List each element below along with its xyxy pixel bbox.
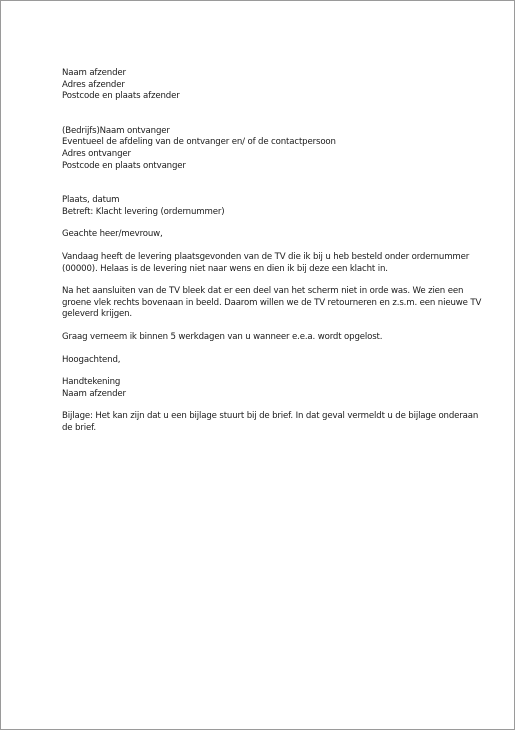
body-p1-line-1: Vandaag heeft de levering plaatsgevonden van de TV die ik bij u heb besteld onder ordernummer bbox=[62, 251, 470, 262]
body-paragraph-2 bbox=[62, 286, 482, 321]
signature-block bbox=[62, 377, 462, 400]
place-date: Plaats, datum bbox=[62, 195, 120, 206]
attachment-note bbox=[62, 411, 479, 434]
body-p2-line-1: Na het aansluiten van de TV bleek dat er een deel van het scherm niet in orde was. We zien een bbox=[62, 286, 464, 297]
closing: Hoogachtend, bbox=[62, 354, 121, 365]
recipient-address: Adres ontvanger bbox=[62, 148, 131, 159]
sender-postcode-city: Postcode en plaats afzender bbox=[62, 91, 180, 102]
body-p1-line-2: (00000). Helaas is de levering niet naar wens en dien ik bij deze een klacht in. bbox=[62, 263, 388, 274]
signature-label: Handtekening bbox=[62, 377, 121, 388]
body-paragraph-1 bbox=[62, 251, 470, 275]
salutation: Geachte heer/mevrouw, bbox=[62, 229, 163, 240]
body-paragraph-3: Graag verneem ik binnen 5 werkdagen van u wanneer e.e.a. wordt opgelost. bbox=[62, 331, 383, 342]
recipient-department: Eventueel de afdeling van de ontvanger en/ of de contactpersoon bbox=[62, 137, 336, 148]
sender-block bbox=[62, 68, 462, 103]
recipient-name: (Bedrijfs)Naam ontvanger bbox=[62, 125, 170, 136]
sender-address: Adres afzender bbox=[62, 79, 125, 90]
attachment-line-1: Bijlage: Het kan zijn dat u een bijlage stuurt bij de brief. In dat geval vermeldt u de bijlage onderaan bbox=[62, 411, 479, 422]
meta-block bbox=[62, 195, 462, 218]
body-p2-line-2: groene vlek rechts bovenaan in beeld. Daarom willen we de TV retourneren en z.s.m. een nieuwe TV bbox=[62, 297, 482, 308]
attachment-line-2: de brief. bbox=[62, 422, 96, 433]
subject-line: Betreft: Klacht levering (ordernummer) bbox=[62, 206, 225, 217]
recipient-postcode-city: Postcode en plaats ontvanger bbox=[62, 160, 186, 171]
recipient-block bbox=[62, 126, 462, 172]
body-p2-line-3: geleverd krijgen. bbox=[62, 309, 133, 320]
letter-body bbox=[62, 68, 482, 434]
signature-name: Naam afzender bbox=[62, 388, 126, 399]
sender-name: Naam afzender bbox=[62, 68, 126, 78]
